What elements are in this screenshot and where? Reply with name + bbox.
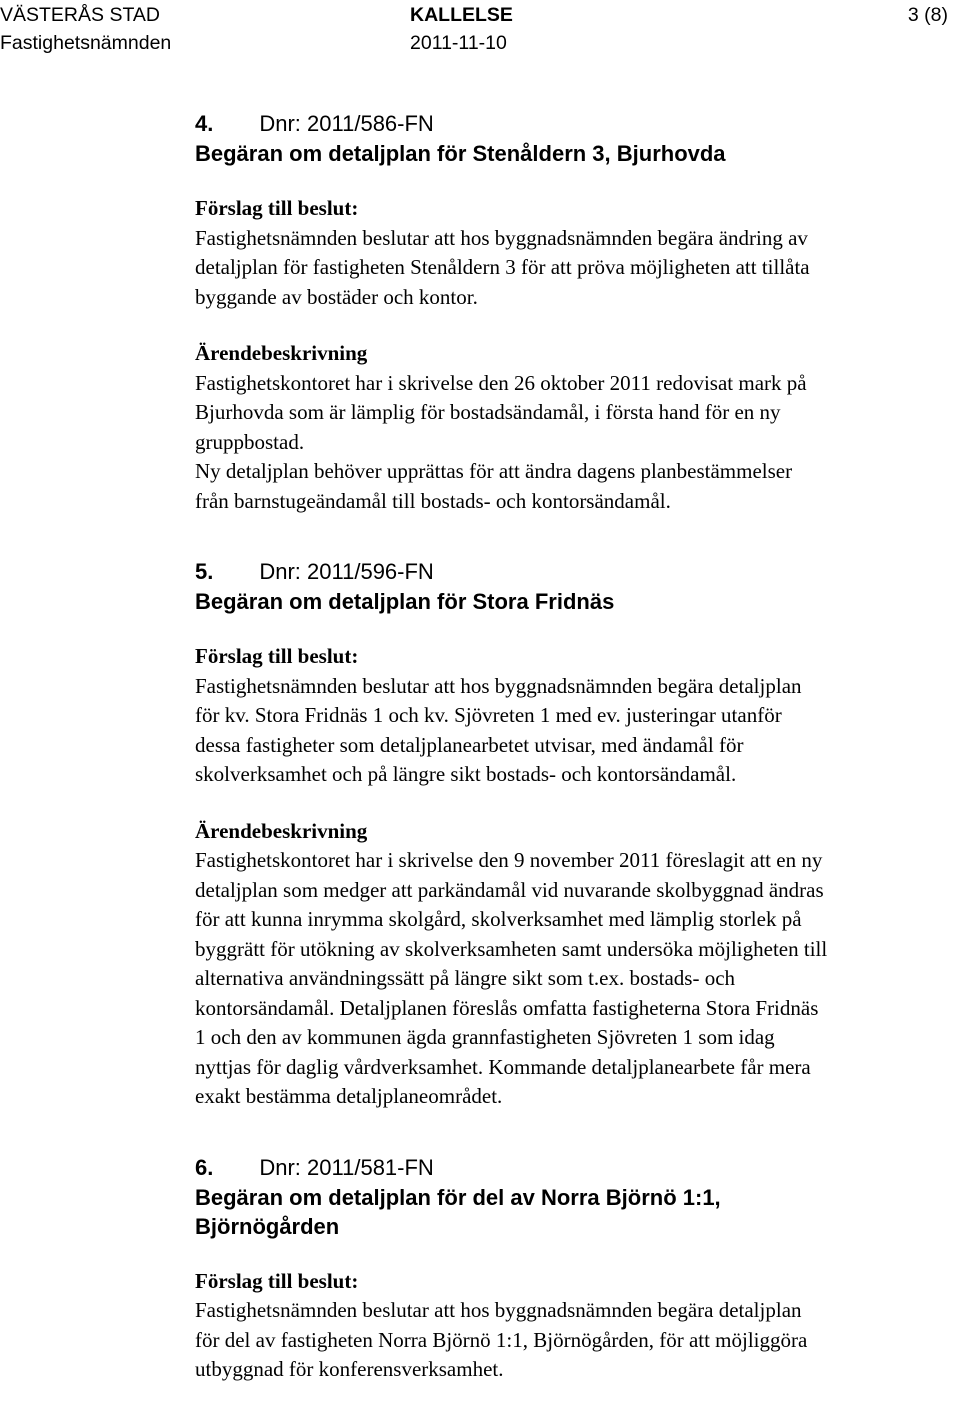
- agenda-item: [195, 109, 960, 516]
- description-line: 1 och den av kommunen ägda grannfastigheten Sjövreten 1 som idag: [195, 1025, 775, 1049]
- item-title: Begäran om detaljplan för Stenåldern 3, Bjurhovda: [195, 141, 726, 166]
- proposal-line: dessa fastigheter som detaljplanearbetet utvisar, med ändamål för: [195, 732, 744, 757]
- proposal-line: byggande av bostäder och kontor.: [195, 284, 478, 309]
- description-line: nyttjas för daglig vårdverksamhet. Kommande detaljplanearbete får mera: [195, 1054, 811, 1079]
- description-line: Ny detaljplan behöver upprättas för att ändra dagens planbestämmelser: [195, 459, 793, 483]
- item-number: 5.: [195, 559, 214, 584]
- proposal-line: Fastighetsnämnden beslutar att hos byggnadsnämnden begära detaljplan: [195, 1298, 802, 1322]
- page-header-center: [410, 1, 513, 57]
- description-line: byggrätt för utökning av skolverksamheten samt undersöka möjligheten till: [195, 936, 828, 961]
- item-dnr: Dnr: 2011/586-FN: [259, 111, 434, 136]
- item-title: Begäran om detaljplan för del av Norra Björnö 1:1,: [195, 1184, 721, 1210]
- proposal-heading: Förslag till beslut:: [195, 1268, 359, 1293]
- description-line: från barnstugeändamål till bostads- och kontorsändamål.: [195, 488, 671, 513]
- description-heading: Ärendebeskrivning: [195, 341, 368, 365]
- proposal-line: skolverksamhet och på längre sikt bostads- och kontorsändamål.: [195, 762, 737, 786]
- document-date: 2011-11-10: [410, 32, 507, 54]
- proposal-heading: Förslag till beslut:: [195, 644, 359, 668]
- description-line: Fastighetskontoret har i skrivelse den 9 november 2011 föreslagit att en ny: [195, 848, 823, 872]
- proposal-line: utbyggnad för konferensverksamhet.: [195, 1357, 504, 1381]
- agenda-item: [195, 557, 960, 1112]
- description-heading: Ärendebeskrivning: [195, 818, 368, 843]
- page-header-left: [0, 1, 171, 57]
- item-dnr: Dnr: 2011/581-FN: [259, 1154, 434, 1180]
- item-title: Begäran om detaljplan för Stora Fridnäs: [195, 589, 615, 614]
- description-line: detaljplan som medger att parkändamål vid nuvarande skolbyggnad ändras: [195, 877, 824, 902]
- agenda-items: [195, 109, 960, 1385]
- description-line: kontorsändamål. Detaljplanen föreslås omfatta fastigheterna Stora Fridnäs: [195, 995, 819, 1020]
- proposal-line: detaljplan för fastigheten Stenåldern 3 för att pröva möjligheten att tillåta: [195, 255, 810, 279]
- proposal-line: Fastighetsnämnden beslutar att hos byggnadsnämnden begära detaljplan: [195, 673, 802, 698]
- page-number: 3 (8): [907, 4, 948, 26]
- item-number: 4.: [195, 111, 214, 136]
- proposal-line: Fastighetsnämnden beslutar att hos byggnadsnämnden begära ändring av: [195, 225, 808, 250]
- department-name: Fastighetsnämnden: [0, 32, 172, 54]
- description-line: exakt bestämma detaljplaneområdet.: [195, 1084, 503, 1108]
- item-number: 6.: [195, 1154, 214, 1180]
- description-line: Fastighetskontoret har i skrivelse den 26 oktober 2011 redovisat mark på: [195, 370, 807, 395]
- description-line: för att kunna inrymma skolgård, skolverksamhet med lämplig storlek på: [195, 907, 802, 931]
- proposal-heading: Förslag till beslut:: [195, 196, 359, 220]
- item-dnr: Dnr: 2011/596-FN: [259, 559, 434, 584]
- agenda-item: [195, 1153, 960, 1385]
- item-header: [195, 109, 960, 139]
- description-line: gruppbostad.: [195, 429, 305, 454]
- item-header: [195, 557, 960, 587]
- organization-name: VÄSTERÅS STAD: [0, 4, 161, 26]
- proposal-line: för del av fastigheten Norra Björnö 1:1, Björnögården, för att möjliggöra: [195, 1327, 808, 1352]
- item-title: Björnögården: [195, 1213, 340, 1239]
- description-line: Bjurhovda som är lämplig för bostadsändamål, i första hand för en ny: [195, 400, 781, 424]
- proposal-line: för kv. Stora Fridnäs 1 och kv. Sjövreten 1 med ev. justeringar utanför: [195, 703, 782, 727]
- document-type: KALLELSE: [410, 4, 513, 26]
- item-header: [195, 1153, 960, 1183]
- description-line: alternativa användningssätt på längre sikt som t.ex. bostads- och: [195, 966, 736, 990]
